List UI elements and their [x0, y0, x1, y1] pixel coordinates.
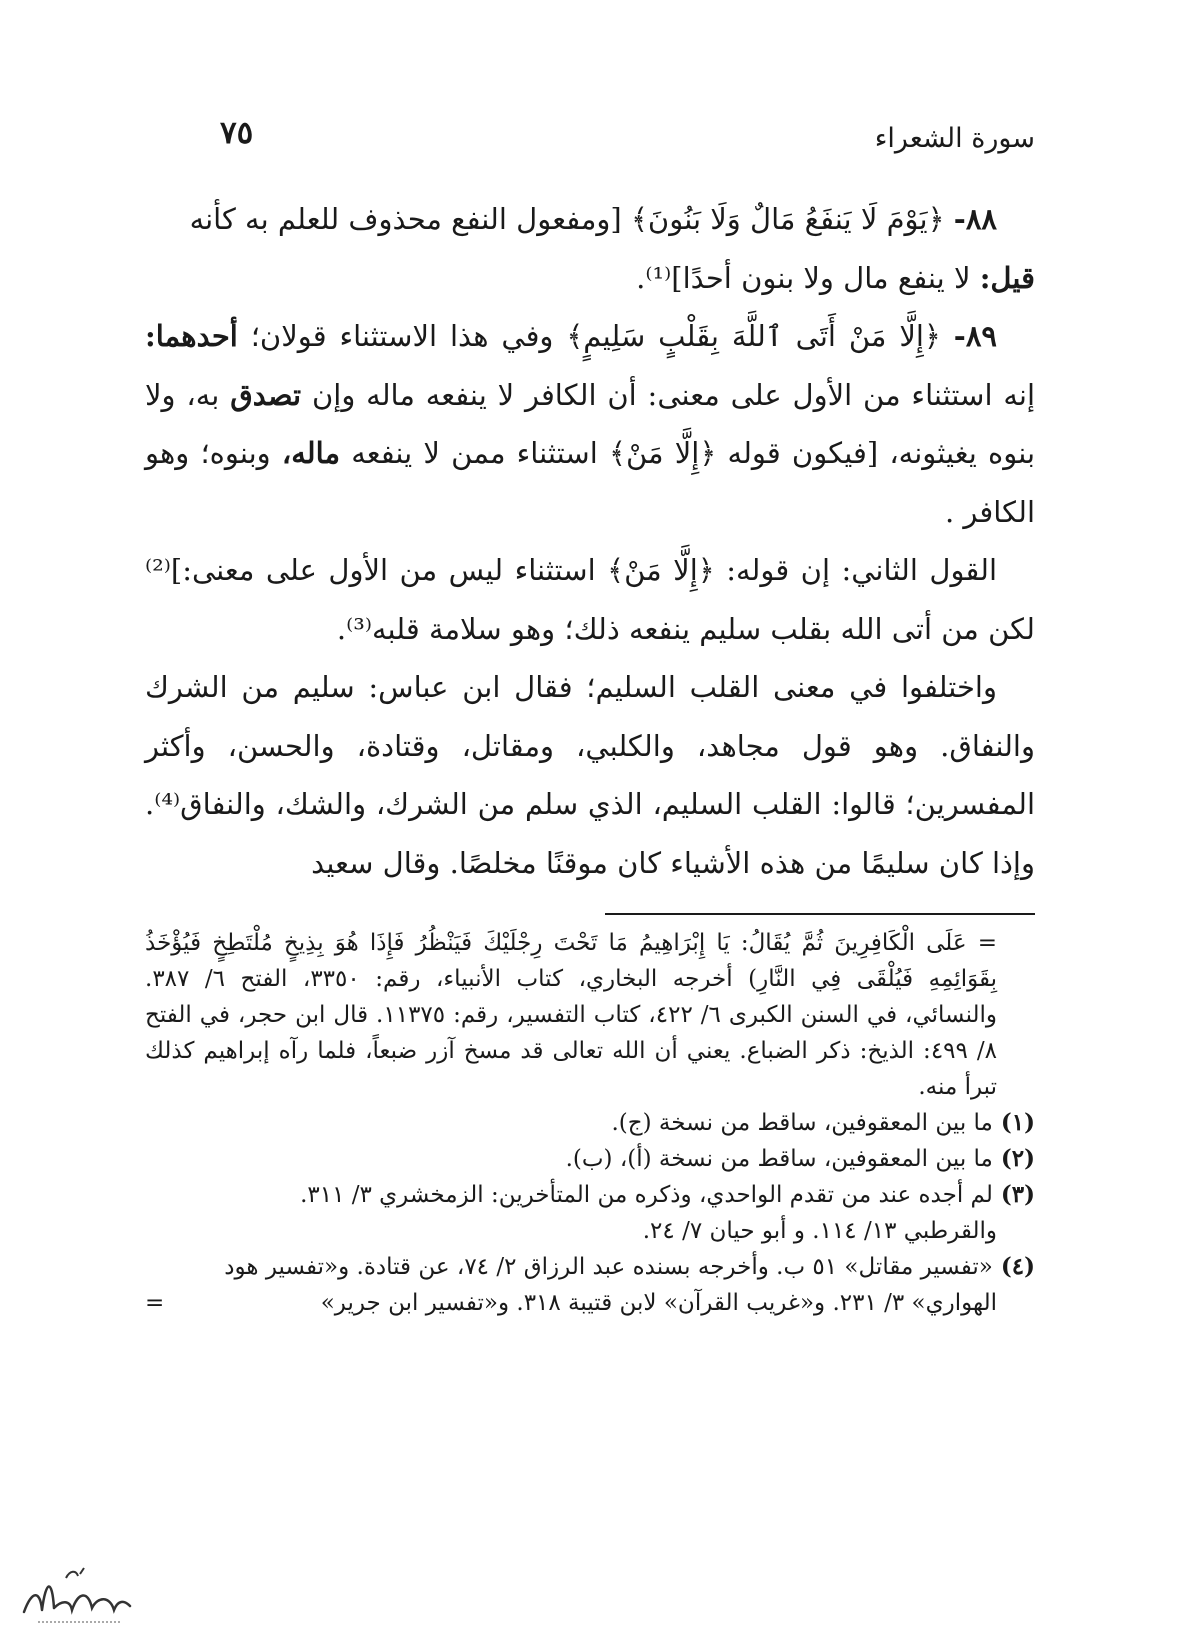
footnote-text: الهواري» ٣/ ٢٣١. و«غريب القرآن» لابن قتيبة ٣١٨. و«تفسير ابن جرير» — [320, 1290, 997, 1316]
paragraph-text: واختلفوا في معنى القلب السليم؛ فقال ابن عباس: سليم من الشرك — [145, 670, 997, 704]
footnote-text: والقرطبي ١٣/ ١١٤. و أبو حيان ٧/ ٢٤. — [642, 1218, 997, 1244]
footnote-4 — [145, 1249, 1035, 1285]
paragraph-text: والنفاق⁽⁴⁾. وإذا كان سليمًا من هذه الأشياء كان موقنًا مخلصًا. وقال سعيد — [145, 787, 1035, 880]
footnote-1 — [145, 1105, 1035, 1141]
quran-verse: ﴿إِلَّا مَنْ﴾ — [608, 436, 717, 470]
paragraph-verse-89 — [145, 307, 1035, 541]
footnote-text: ما بين المعقوفين، ساقط من نسخة (أ)، (ب). — [565, 1146, 993, 1172]
footnote-divider — [605, 913, 1035, 915]
paragraph-text: استثناء ليس من الأول على — [265, 553, 596, 587]
footnote-line: تعالى قد مسخ آزر ضبعاً، فلما رآه إبراهيم كذلك تبرأ منه. — [145, 1038, 997, 1100]
paragraph-text: القول الثاني: إن قوله: — [726, 553, 998, 587]
footnote-number: (٢) — [1000, 1145, 1035, 1172]
footnote-2 — [145, 1141, 1035, 1177]
footnote-number: (١) — [1000, 1109, 1035, 1136]
main-text — [145, 190, 1035, 892]
paragraph-text: والنفاق. وهو قول مجاهد، والكلبي، ومقاتل، وقتادة، والحسن، وأكثر — [145, 728, 1035, 763]
paragraph-verse-88 — [145, 190, 1035, 249]
footnote-3-continuation — [145, 1213, 1035, 1249]
footnote-continuation — [145, 925, 1035, 1105]
surah-title: سورة الشعراء — [874, 123, 1035, 154]
continuation-mark: = — [145, 1290, 165, 1316]
paragraph-sound-heart — [145, 658, 1035, 892]
paragraph-continuation — [145, 249, 1035, 308]
paragraph-text: إنه استثناء من الأول على معنى: أن الكافر لا ينفعه ماله وإن — [311, 377, 1036, 412]
footnote-text: ما بين المعقوفين، ساقط من نسخة (ج). — [611, 1110, 993, 1136]
footnote-text: لم أجده عند من تقدم الواحدي، وذكره من المتأخرين: الزمخشري ٣/ ٣١١. — [300, 1182, 993, 1208]
bold-word: ماله، — [281, 436, 340, 470]
footnote-line: ١١٣٧٥. قال ابن حجر، في الفتح ٨/ ٤٩٩: الذيخ: ذكر الضباع. يعني أن الله — [145, 1002, 997, 1064]
bold-word: قيل: — [979, 260, 1035, 295]
footnote-number: (٤) — [1000, 1253, 1035, 1280]
bold-word: أحدهما: — [145, 319, 238, 353]
footnote-number: (٣) — [1000, 1181, 1035, 1208]
paragraph-text: وفي هذا الاستثناء قولان؛ — [250, 319, 554, 353]
bold-word: تصدق — [230, 377, 302, 412]
footnote-line: الفتح ٦/ ٣٨٧. والنسائي، في السنن الكبرى ٦/ ٤٢٢، كتاب التفسير، رقم: — [145, 966, 998, 1028]
paragraph-text: وبنوه؛ وهو الكافر . — [145, 436, 1035, 529]
paragraph-second-opinion — [145, 541, 1035, 658]
page-number: ٧٥ — [220, 115, 254, 151]
quran-verse: ﴿إِلَّا مَنْ﴾ — [607, 553, 715, 587]
paragraph-text: به، ولا بنوه يغيثونه، [فيكون قوله — [145, 377, 1036, 470]
page-header — [220, 115, 1035, 165]
footnote-3 — [145, 1177, 1035, 1213]
paragraph-text: استثناء ممن لا ينفعه — [351, 436, 598, 470]
paragraph-text: المفسرين؛ قالوا: القلب السليم، الذي سلم من الشرك، والشك، — [275, 787, 1035, 821]
footnote-text: «تفسير مقاتل» ٥١ ب. وأخرجه بسنده عبد الرزاق ٢/ ٧٤، عن قتادة. و«تفسير هود — [224, 1254, 993, 1280]
paragraph-text: معنى:]⁽²⁾ لكن من أتى الله بقلب سليم ينفعه ذلك؛ وهو سلامة قلبه⁽³⁾. — [145, 553, 1035, 646]
footnotes — [145, 925, 1035, 1321]
footnote-line: = عَلَى الْكَافِرِينَ ثُمَّ يُقَالُ: يَا إِبْرَاهِيمُ مَا تَحْتَ رِجْلَيْكَ فَيَنْظُرُ فَإِذَا هُوَ بِذِيخٍ مُلْتَطِخٍ — [212, 930, 997, 956]
footnote-4-continuation — [145, 1285, 1035, 1321]
paragraph-text: [ومفعول النفع محذوف للعلم به كأنه — [189, 202, 622, 236]
verse-number: ٨٨- — [953, 202, 997, 236]
paragraph-text: لا ينفع مال ولا بنون أحدًا]⁽¹⁾. — [636, 260, 971, 295]
library-stamp-logo — [18, 1560, 138, 1630]
quran-verse: ﴿يَوْمَ لَا يَنفَعُ مَالٌ وَلَا بَنُونَ﴾ — [630, 202, 945, 236]
quran-verse: ﴿إِلَّا مَنْ أَتَى ٱللَّهَ بِقَلْبٍ سَلِيمٍ﴾ — [566, 319, 941, 353]
verse-number: ٨٩- — [953, 319, 997, 353]
footnote-line: فَيُؤْخَذُ بِقَوَائِمِهِ فَيُلْقَى فِي النَّارِ) أخرجه البخاري، كتاب الأنبياء، رقم: ٣٣٥٠، — [145, 930, 998, 992]
